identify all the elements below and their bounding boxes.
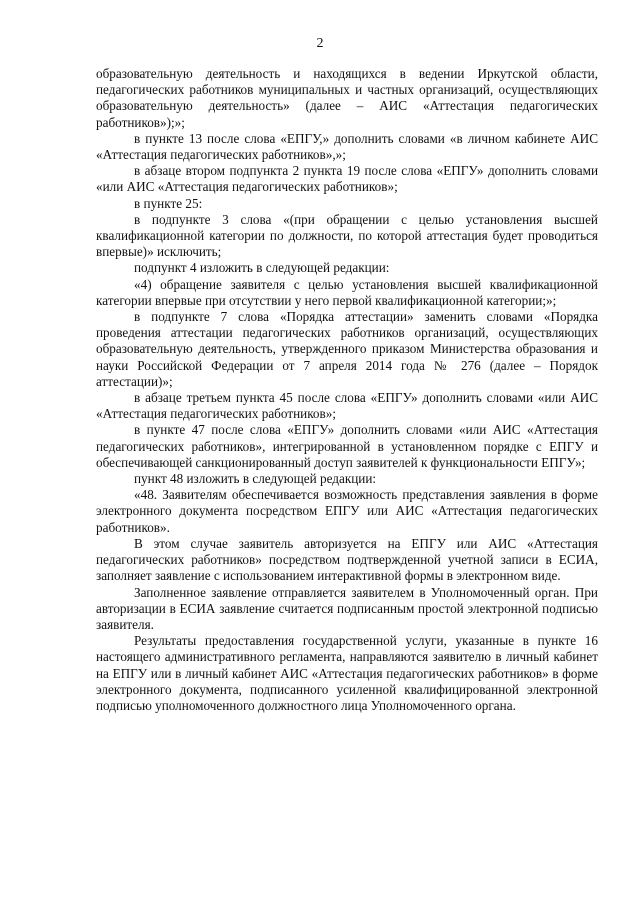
paragraph: в пункте 25: <box>134 195 203 211</box>
paragraph: Заполненное заявление отправляется заявителем в Уполномоченный орган. При авторизации в ЕСИА заявление считается подписанным простой электронной подписью заявителя. <box>96 584 598 632</box>
paragraph: В этом случае заявитель авторизуется на ЕПГУ или АИС «Аттестация педагогических работников» посредством подтвержденной учетной записи в ЕСИА, заполняет заявление с использованием интерактивной формы в электронном виде. <box>96 535 598 584</box>
paragraph: «48. Заявителям обеспечивается возможность представления заявления в форме электронного документа посредством ЕПГУ или АИС «Аттестация педагогических работников». <box>96 487 598 535</box>
paragraph: в абзаце третьем пункта 45 после слова «ЕПГУ» дополнить словами «или АИС «Аттестация педагогических работников»; <box>96 390 598 422</box>
paragraph: образовательную деятельность и находящихся в ведении Иркутской области, педагогических работников муниципальных и частных организаций, осуществляющих образовательную деятельность» (далее – АИС «Аттестация педагогических работников»);»; <box>96 66 598 130</box>
paragraph: подпункт 4 изложить в следующей редакции: <box>134 260 390 276</box>
paragraph: «4) обращение заявителя с целью установления высшей квалификационной категории впервые при отсутствии у него первой квалификационной категории;»; <box>96 276 598 308</box>
paragraph: Результаты предоставления государственной услуги, указанные в пункте 16 настоящего административного регламента, направляются заявителю в личный кабинет на ЕПГУ или в личный кабинет АИС «Аттестация педагогических работников» в форме электронного документа, подписанного усиленной квалифицированной электронной подписью уполномоченного должностного лица Уполномоченного органа. <box>96 633 598 713</box>
paragraph: в пункте 47 после слова «ЕПГУ» дополнить словами «или АИС «Аттестация педагогических работников», интегрированной в установленном порядке с ЕПГУ и обеспечивающей санкционированный доступ заявителей к функциональности ЕПГУ»; <box>96 422 598 470</box>
paragraph: в абзаце втором подпункта 2 пункта 19 после слова «ЕПГУ» дополнить словами «или АИС «Аттестация педагогических работников»; <box>96 163 598 195</box>
paragraph: пункт 48 изложить в следующей редакции: <box>134 471 377 487</box>
page-number: 2 <box>316 36 324 51</box>
paragraph: в пункте 13 после слова «ЕПГУ,» дополнить словами «в личном кабинете АИС «Аттестация педагогических работников»,»; <box>96 130 598 163</box>
paragraph: в подпункте 7 слова «Порядка аттестации» заменить словами «Порядка проведения аттестации педагогических работников организаций, осуществляющих образовательную деятельность, утвержденного приказом Министерства образования и науки Российской Федерации от 7 апреля 2014 года № 276 (далее – Порядок аттестации)»; <box>96 309 598 389</box>
document-body <box>96 66 598 714</box>
paragraph: в подпункте 3 слова «(при обращении с целью установления высшей квалификационной категории по должности, по которой аттестация будет проводиться впервые)» исключить; <box>96 211 598 260</box>
